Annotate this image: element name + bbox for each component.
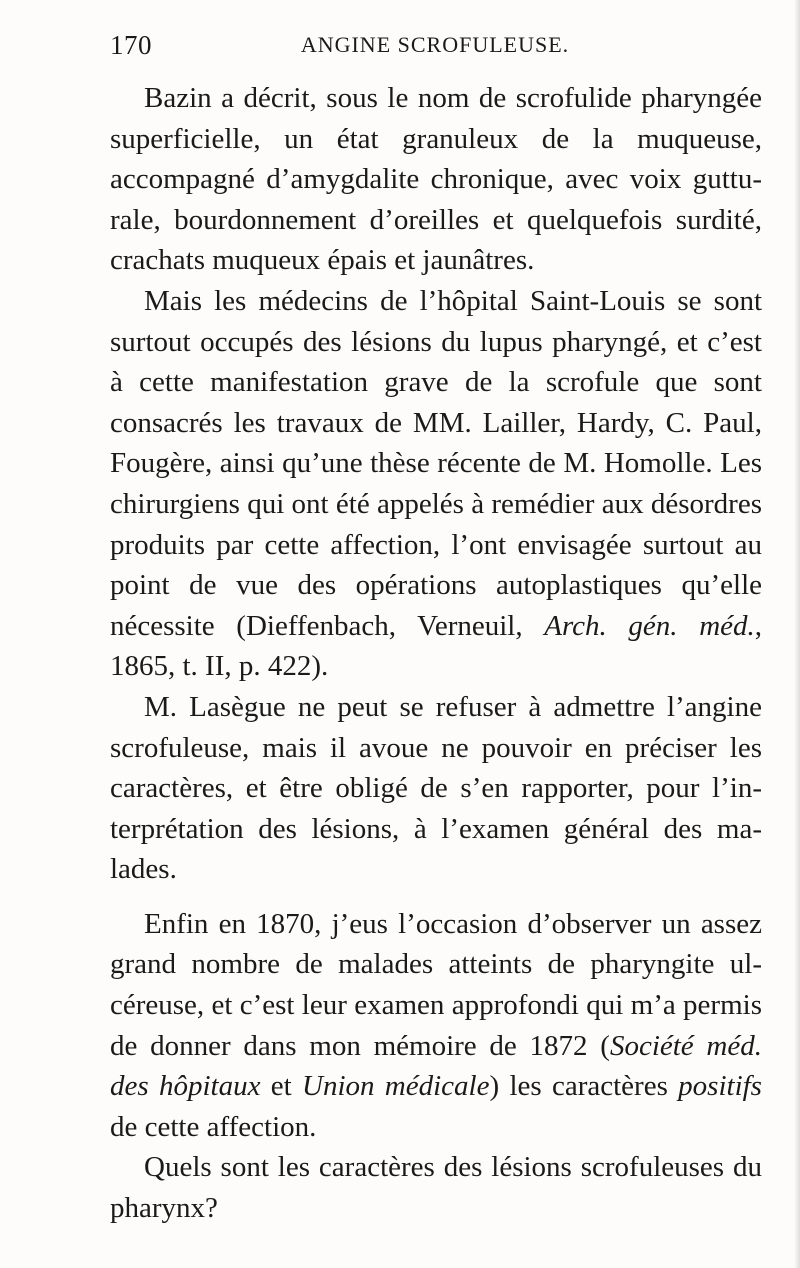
paragraph [110,78,762,281]
paragraph-text: Mais les médecins de l’hôpital Saint-Louis se sont surtout occupés des lésions du lupus pharyngé, et c’est à cette manifestation grave de la scrofule que sont consacrés les travaux de MM. Lailler, Hardy, C. Paul, Fougère, ainsi qu’une thèse récente de M. Homolle. Les chirurgiens qui ont été appelés à remédier aux désordres produits par cette affection, l’ont envisagée surtout au point de vue des opérations autoplastiques qu’elle nécessite (Dieffenbach, Verneuil, [110,284,762,642]
italic-text: Société méd. des hôpitaux [110,1029,762,1103]
paragraph [110,904,762,1148]
paragraph-text: M. Lasègue ne peut se refuser à admettre l’angine scrofuleuse, mais il avoue ne pouvoir en préciser les caractères, et être obligé de s’en rapporter, pour l’interprétation des lésions, à l’examen général des malades. [110,690,762,886]
page-number: 170 [110,30,152,60]
italic-text: Union médicale [302,1070,490,1103]
page-edge-shadow [794,0,800,1268]
paragraph [110,1147,762,1228]
paragraph-text: ) les caractères [489,1070,679,1103]
paragraph-text: Bazin a décrit, sous le nom de scrofulide pharyngée superficielle, un état granuleux de la muqueuse, accompagné d’amygdalite chronique, avec voix gutturale, bourdonnement d’oreilles et quelquefois surdité, crachats muqueux épais et jaunâtres. [110,82,762,277]
paragraph-text: Enfin en 1870, j’eus l’occasion d’observer un assez grand nombre de malades atteints de pharyngite ulcéreuse, et c’est leur examen approfondi qui m’a permis de donner dans mon mémoire de 1872 ( [110,907,762,1062]
paragraph [110,687,762,890]
italic-text: positifs [678,1070,762,1103]
running-title: ANGINE SCROFULEUSE. [300,32,570,57]
paragraph-text: de cette affection. [110,1110,317,1143]
paragraph-text: , 1865, t. II, p. 422). [110,609,763,683]
paragraph [110,281,762,687]
italic-text: Arch. gén. méd. [544,609,755,642]
paragraph-text: Quels sont les caractères des lésions scrofuleuses du pharynx? [110,1151,762,1225]
paragraph-text: et [260,1070,302,1103]
body-text [110,78,762,1229]
page-header [110,30,760,66]
